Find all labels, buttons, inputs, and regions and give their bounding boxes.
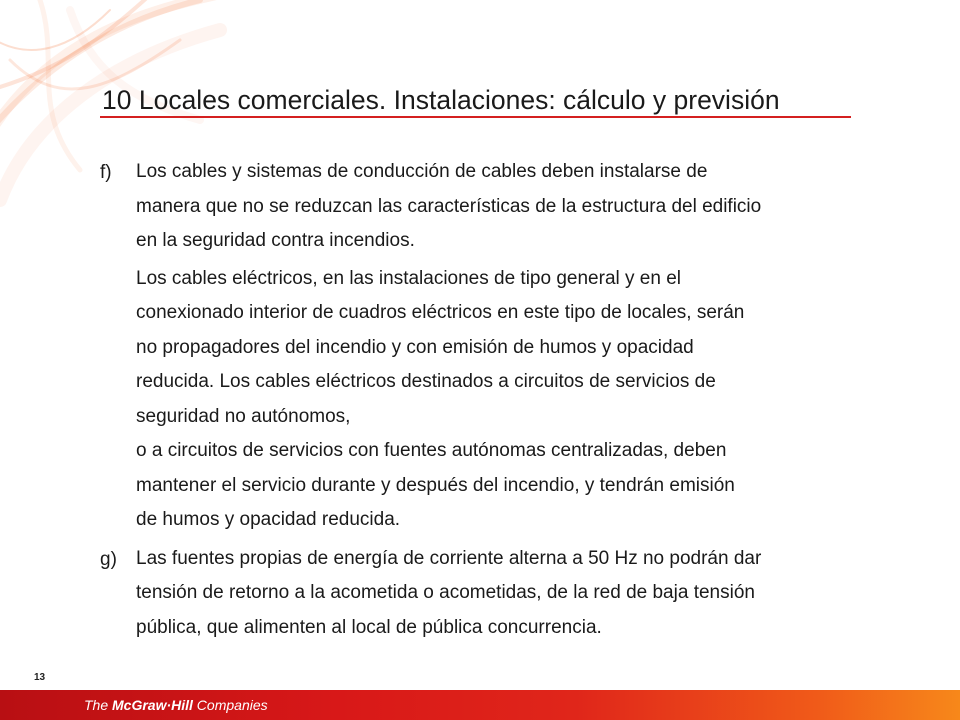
brand-prefix: The xyxy=(84,697,113,713)
list-item-f-body xyxy=(136,155,900,538)
text-line: en la seguridad contra incendios. xyxy=(136,230,415,251)
text-line: Las fuentes propias de energía de corriente alterna a 50 Hz no podrán dar xyxy=(136,547,762,569)
paragraph-g-1 xyxy=(136,542,900,646)
list-item-f xyxy=(100,155,900,538)
title-underline xyxy=(100,116,851,118)
text-line: manera que no se reduzcan las características de la estructura del edificio xyxy=(136,195,762,217)
paragraph-f-1 xyxy=(136,155,900,259)
paragraph-f-2 xyxy=(136,262,900,538)
list-marker-f: f) xyxy=(100,162,112,183)
text-line: de humos y opacidad reducida. xyxy=(136,509,401,530)
text-line: pública, que alimenten al local de pública concurrencia. xyxy=(136,616,602,638)
text-line: Los cables y sistemas de conducción de cables deben instalarse de xyxy=(136,161,708,182)
text-line: no propagadores del incendio y con emisión de humos y opacidad xyxy=(136,336,694,358)
text-line: tensión de retorno a la acometida o acometidas, de la red de baja tensión xyxy=(136,582,755,603)
slide-content xyxy=(100,155,900,645)
list-item-g-body xyxy=(136,542,900,646)
text-line: reducida. Los cables eléctricos destinados a circuitos de servicios de xyxy=(136,371,716,392)
brand-suffix: Companies xyxy=(192,697,268,713)
footer-bar xyxy=(0,690,960,720)
brand-name: McGraw·Hill xyxy=(112,697,193,713)
page-number: 13 xyxy=(34,672,46,683)
text-line: seguridad no autónomos, xyxy=(136,405,351,427)
text-line: Los cables eléctricos, en las instalaciones de tipo general y en el xyxy=(136,267,681,289)
slide-title: 10 Locales comerciales. Instalaciones: cálculo y previsión xyxy=(102,85,780,115)
text-line: conexionado interior de cuadros eléctricos en este tipo de locales, serán xyxy=(136,302,745,323)
list-item-g xyxy=(100,542,900,646)
brand-logo xyxy=(84,696,268,714)
text-line: mantener el servicio durante y después del incendio, y tendrán emisión xyxy=(136,474,735,496)
text-line: o a circuitos de servicios con fuentes autónomas centralizadas, deben xyxy=(136,440,727,461)
list-marker-g: g) xyxy=(100,548,117,570)
